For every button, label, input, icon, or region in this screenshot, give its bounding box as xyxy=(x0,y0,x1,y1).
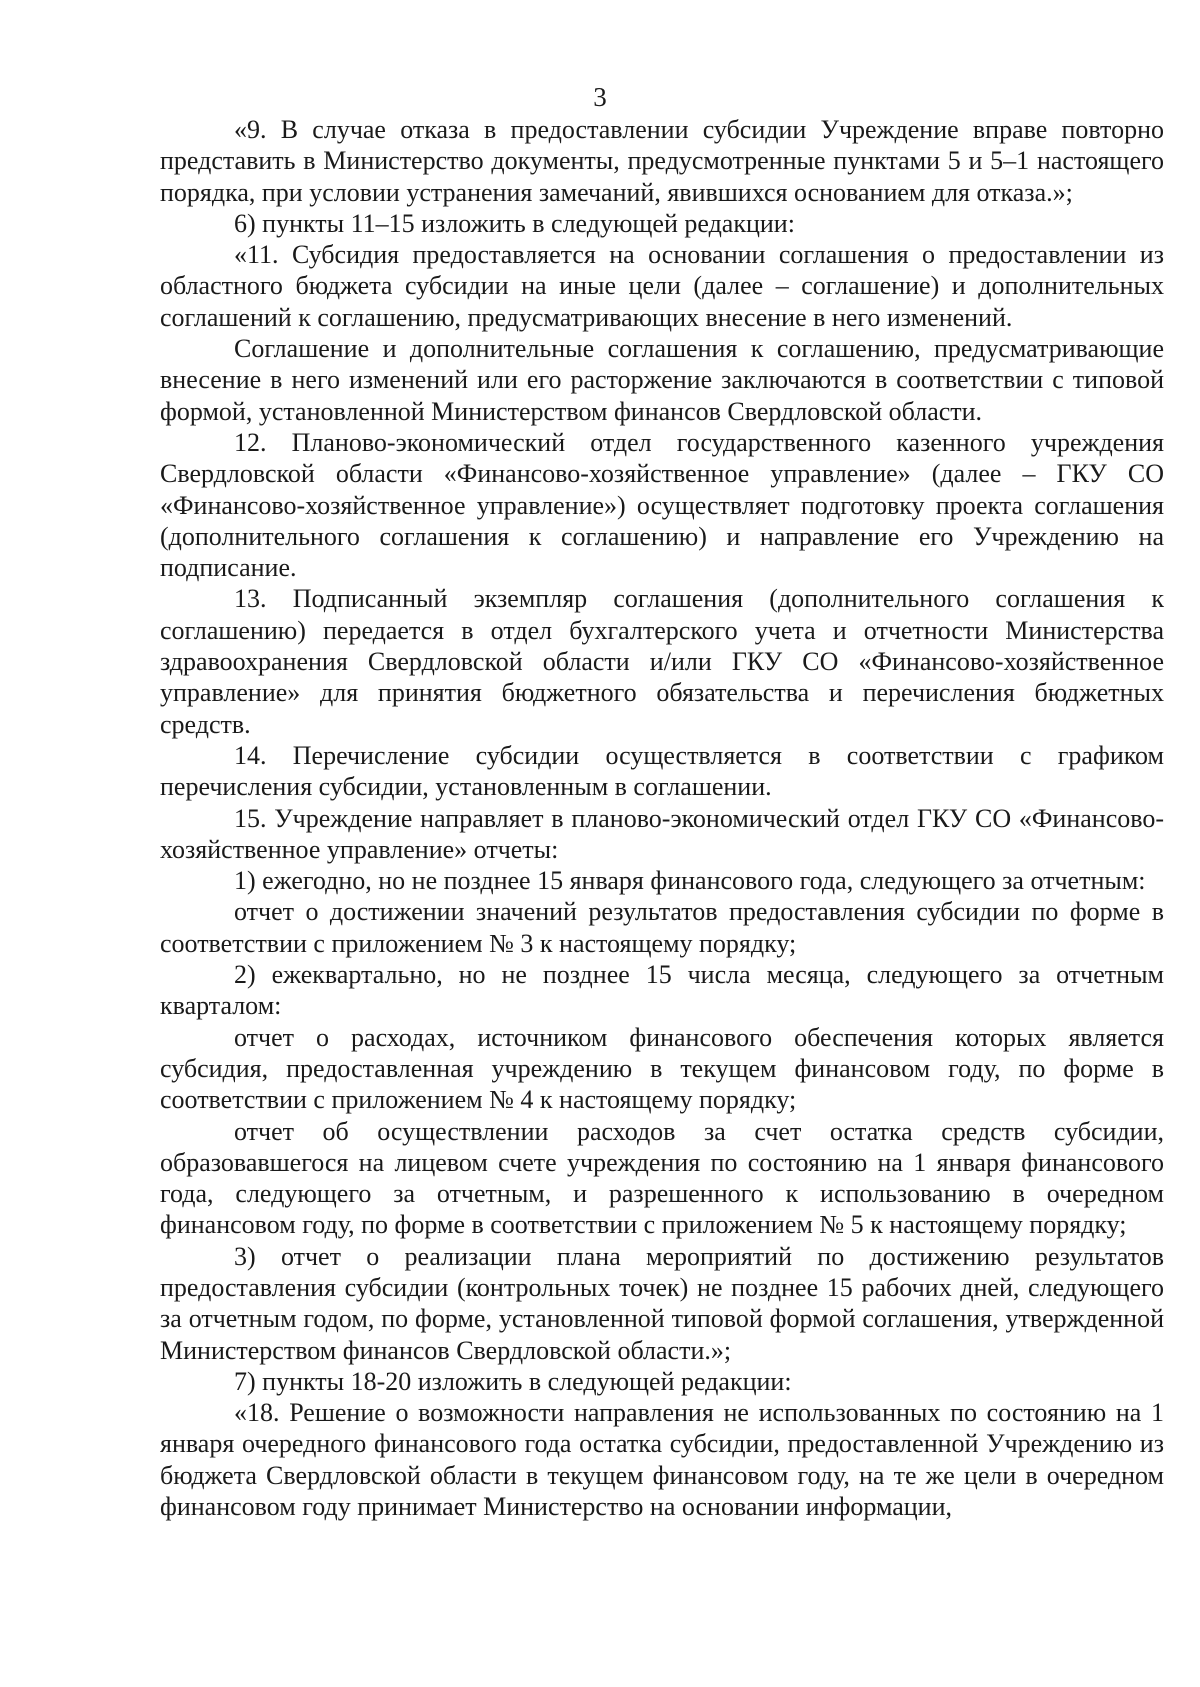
paragraph-report-remainder: отчет об осуществлении расходов за счет остатка средств субсидии, образовавшегося на лицевом счете учреждения по состоянию на 1 января финансового года, следующего за отчетным, и разрешенного к использованию в очередном финансовом году, по форме в соответствии с приложением № 5 к настоящему порядку; xyxy=(160,1116,1164,1240)
paragraph-12-planning-department: 12. Планово-экономический отдел государственного казенного учреждения Свердловской области «Финансово-хозяйственное управление» (далее – ГКУ СО «Финансово-хозяйственное управление») осуществляет подготовку проекта соглашения (дополнительного соглашения к соглашению) и направление его Учреждению на подписание. xyxy=(160,427,1164,583)
document-body xyxy=(160,114,1164,1522)
paragraph-11-subsidy-agreement: «11. Субсидия предоставляется на основании соглашения о предоставлении из областного бюджета субсидии на иные цели (далее – соглашение) и дополнительных соглашений к соглашению, предусматривающих внесение в него изменений. xyxy=(160,240,1164,332)
paragraph-report-expenses: отчет о расходах, источником финансового обеспечения которых является субсидия, предоставленная учреждению в текущем финансовом году, по форме в соответствии с приложением № 4 к настоящему порядку; xyxy=(160,1022,1164,1115)
paragraph-15-reports: 15. Учреждение направляет в планово-экономический отдел ГКУ СО «Финансово-хозяйственное управление» отчеты: xyxy=(160,803,1164,864)
paragraph-agreement-typical-form: Соглашение и дополнительные соглашения к соглашению, предусматривающие внесение в него изменений или его расторжение заключаются в соответствии с типовой формой, установленной Министерством финансов Свердловской области. xyxy=(160,334,1164,426)
paragraph-15-item-3-plan: 3) отчет о реализации плана мероприятий по достижению результатов предоставления субсидии (контрольных точек) не позднее 15 рабочих дней, следующего за отчетным годом, по форме, установленной типовой формой соглашения, утвержденной Министерством финансов Свердловской области.»; xyxy=(160,1241,1164,1365)
paragraph-amend-items-11-15: 6) пункты 11–15 изложить в следующей редакции: xyxy=(234,208,795,238)
page-number: 3 xyxy=(593,82,607,112)
paragraph-amend-items-18-20: 7) пункты 18-20 изложить в следующей редакции: xyxy=(234,1366,792,1396)
paragraph-15-item-1-annual: 1) ежегодно, но не позднее 15 января финансового года, следующего за отчетным: xyxy=(234,866,1146,896)
paragraph-13-signed-copy: 13. Подписанный экземпляр соглашения (дополнительного соглашения к соглашению) передается в отдел бухгалтерского учета и отчетности Министерства здравоохранения Свердловской области и/или ГКУ СО «Финансово-хозяйственное управление» для принятия бюджетного обязательства и перечисления бюджетных средств. xyxy=(160,584,1164,739)
paragraph-15-item-2-quarterly: 2) ежеквартально, но не позднее 15 числа месяца, следующего за отчетным кварталом: xyxy=(160,960,1164,1021)
paragraph-report-results: отчет о достижении значений результатов предоставления субсидии по форме в соответствии с приложением № 3 к настоящему порядку; xyxy=(160,897,1164,958)
paragraph-9-refusal: «9. В случае отказа в предоставлении субсидии Учреждение вправе повторно представить в Министерство документы, предусмотренные пунктами 5 и 5–1 настоящего порядка, при условии устранения замечаний, явившихся основанием для отказа.»; xyxy=(160,115,1164,207)
paragraph-14-transfer: 14. Перечисление субсидии осуществляется в соответствии с графиком перечисления субсидии, установленным в соглашении. xyxy=(160,740,1164,802)
paragraph-18-remainder-decision: «18. Решение о возможности направления не использованных по состоянию на 1 января очередного финансового года остатка субсидии, предоставленной Учреждению из бюджета Свердловской области в текущем финансовом году, на те же цели в очередном финансовом году принимает Министерство на основании информации, xyxy=(160,1398,1164,1522)
